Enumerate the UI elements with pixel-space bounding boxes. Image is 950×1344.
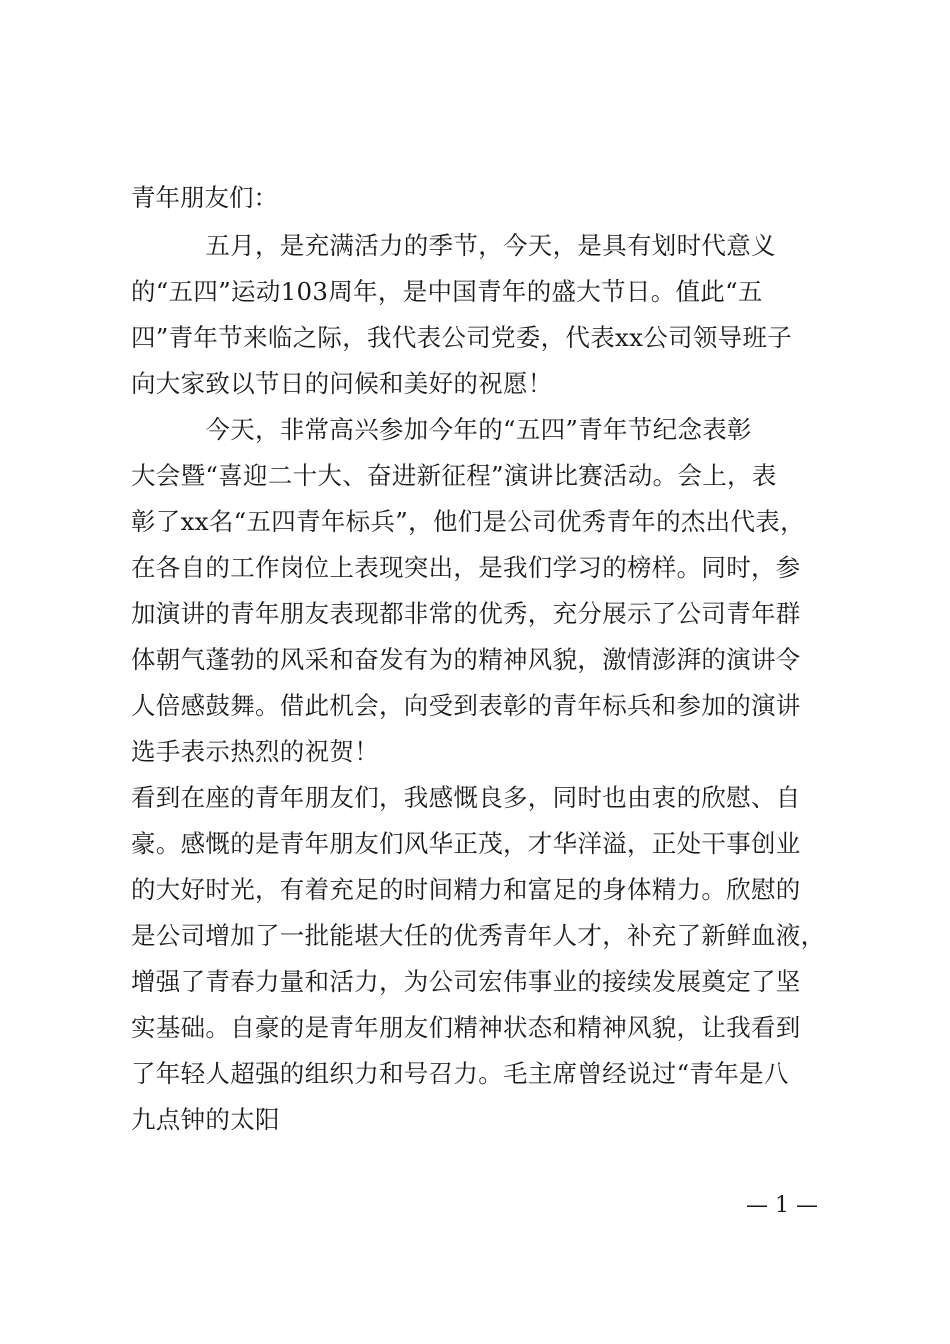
text-line: 实基础。自豪的是青年朋友们精神状态和精神风貌，让我看到 <box>131 1013 801 1042</box>
text-line: 选手表示热烈的祝贺！ <box>131 737 379 766</box>
text-line: 九点钟的太阳 <box>131 1105 280 1134</box>
text-line: 彰了xx名“五四青年标兵”，他们是公司优秀青年的杰出代表， <box>131 507 805 536</box>
text-line: 四”青年节来临之际，我代表公司党委，代表xx公司领导班子 <box>131 323 793 352</box>
text-line: 人倍感鼓舞。借此机会，向受到表彰的青年标兵和参加的演讲 <box>131 691 801 720</box>
text-line: 加演讲的青年朋友表现都非常的优秀，充分展示了公司青年群 <box>131 599 801 628</box>
text-line: 的大好时光，有着充足的时间精力和富足的身体精力。欣慰的 <box>131 875 801 904</box>
text-line: 五月，是充满活力的季节，今天，是具有划时代意义 <box>131 231 776 260</box>
text-line: 体朝气蓬勃的风采和奋发有为的精神风貌，激情澎湃的演讲令 <box>131 645 801 674</box>
text-line: 了年轻人超强的组织力和号召力。毛主席曾经说过“青年是八 <box>131 1059 789 1088</box>
text-line: 今天，非常高兴参加今年的“五四”青年节纪念表彰 <box>131 415 752 444</box>
text-line: 豪。感慨的是青年朋友们风华正茂，才华洋溢，正处干事创业 <box>131 829 801 858</box>
text-line: 是公司增加了一批能堪大任的优秀青年人才，补充了新鲜血液， <box>131 921 826 950</box>
text-line: 看到在座的青年朋友们，我感慨良多，同时也由衷的欣慰、自 <box>131 783 801 812</box>
text-line: 在各自的工作岗位上表现突出，是我们学习的榜样。同时，参 <box>131 553 801 582</box>
greeting: 青年朋友们： <box>131 183 278 212</box>
text-line: 的“五四”运动103周年，是中国青年的盛大节日。值此“五 <box>131 277 763 306</box>
text-line: 向大家致以节日的问候和美好的祝愿！ <box>131 369 553 398</box>
text-line: 增强了青春力量和活力，为公司宏伟事业的接续发展奠定了坚 <box>131 967 801 996</box>
text-line: 大会暨“喜迎二十大、奋进新征程”演讲比赛活动。会上，表 <box>131 461 777 490</box>
page-number: — 1 — <box>746 1193 818 1218</box>
